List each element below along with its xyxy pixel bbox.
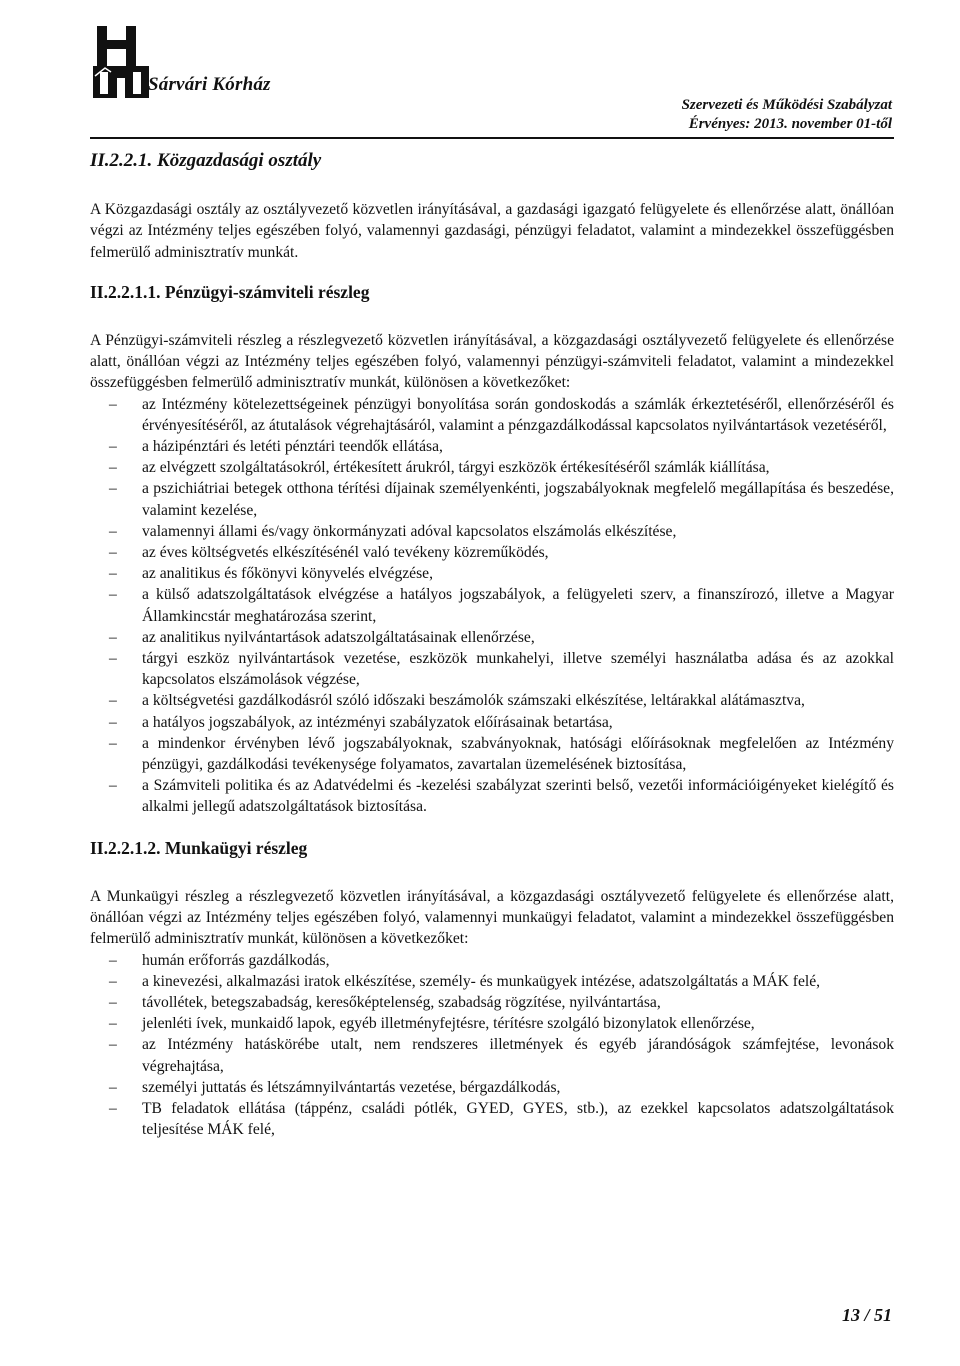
subsection-title-finance: II.2.2.1.1. Pénzügyi-számviteli részleg bbox=[90, 281, 370, 302]
section-intro: A Közgazdasági osztály az osztályvezető közvetlen irányításával, a gazdasági igazgató felügyelete és ellenőrzése alatt, önállóan végzi az Intézmény teljes egészében folyó, valamennyi gazdasági, pénzügyi feladatot, valamint a mindezekkel összefüggésben felmerülő adminisztratív munkát. bbox=[90, 201, 894, 261]
subsection-intro-finance: A Pénzügyi-számviteli részleg a részlegvezető közvetlen irányításával, a közgazdasági osztályvezető felügyelete és ellenőrzése alatt, önállóan végzi az Intézmény teljes egészében folyó, valamennyi pénzügyi-számviteli feladatot, valamint a mindezekkel összefüggésben felmerülő adminisztratív munkát, különösen a következőket: bbox=[90, 332, 894, 392]
list-item: – a házipénztári és letéti pénztári teendők ellátása, bbox=[90, 436, 894, 457]
list-item: – az Intézmény kötelezettségeinek pénzügyi bonyolítása során gondoskodás a számlák érkeztetéséről, ellenőrzéséről és érvényesítéséről, az átutalások végrehajtásáról, valamint a pénzgazdálkodással kapcsolatos nyilvántartások vezetéséről, bbox=[90, 394, 894, 436]
section-title: II.2.2.1. Közgazdasági osztály bbox=[90, 150, 322, 171]
validity-date: Érvényes: 2013. november 01-től bbox=[688, 116, 892, 132]
list-item: – TB feladatok ellátása (táppénz, családi pótlék, GYED, GYES, stb.), az ezekkel kapcsolatos adatszolgáltatások teljesítése MÁK felé, bbox=[90, 1098, 894, 1140]
list-item: – a Számviteli politika és az Adatvédelmi és -kezelési szabályzat szerinti belső, vezetői információigényeket kielégítő és alkalmi jellegű adatszolgáltatások biztosítása. bbox=[90, 775, 894, 817]
hospital-logo bbox=[93, 26, 149, 98]
list-item: – valamennyi állami és/vagy önkormányzati adóval kapcsolatos elszámolás elkészítése, bbox=[90, 521, 894, 542]
list-item: – az analitikus nyilvántartások adatszolgáltatásainak ellenőrzése, bbox=[90, 627, 894, 648]
list-item: – az analitikus és főkönyvi könyvelés elvégzése, bbox=[90, 563, 894, 584]
organization-name: Sárvári Kórház bbox=[148, 74, 271, 95]
list-item: – jelenléti ívek, munkaidő lapok, egyéb illetményfejtésre, térítésre szolgáló bizonylatok ellenőrzése, bbox=[90, 1013, 894, 1034]
list-item: – a költségvetési gazdálkodásról szóló időszaki beszámolók számszaki elkészítése, leltárakkal alátámasztva, bbox=[90, 690, 894, 711]
list-item: – a külső adatszolgáltatások elvégzése a hatályos jogszabályok, a felügyeleti szerv, a finanszírozó, illetve a Magyar Államkincstár meghatározása szerint, bbox=[90, 584, 894, 626]
list-item: – távollétek, betegszabadság, keresőképtelenség, szabadság rögzítése, nyilvántartása, bbox=[90, 992, 894, 1013]
list-item: – az éves költségvetés elkészítésénél való tevékeny közreműködés, bbox=[90, 542, 894, 563]
header-divider bbox=[90, 137, 894, 139]
document-header bbox=[682, 96, 892, 134]
list-item: – humán erőforrás gazdálkodás, bbox=[90, 950, 894, 971]
document-title: Szervezeti és Működési Szabályzat bbox=[681, 97, 892, 113]
list-item: – az elvégzett szolgáltatásokról, értékesített árukról, tárgyi eszközök értékesítéséről számlák kiállítása, bbox=[90, 457, 894, 478]
document-body bbox=[90, 150, 894, 1160]
hr-task-list bbox=[90, 950, 894, 1141]
subsection-intro-hr: A Munkaügyi részleg a részlegvezető közvetlen irányításával, a közgazdasági osztályvezető felügyelete és ellenőrzése alatt, önállóan végzi az Intézmény teljes egészében folyó, valamennyi munkaügyi feladatot, valamint a mindezekkel összefüggésben felmerülő adminisztratív munkát, különösen a következőket: bbox=[90, 887, 894, 948]
list-item: – az Intézmény hatáskörébe utalt, nem rendszeres illetmények és egyéb járandóságok számfejtése, levonások végrehajtása, bbox=[90, 1034, 894, 1076]
page-number: 13 / 51 bbox=[841, 1305, 892, 1325]
list-item: – a hatályos jogszabályok, az intézményi szabályzatok előírásainak betartása, bbox=[90, 712, 894, 733]
list-item: – tárgyi eszköz nyilvántartások vezetése, eszközök munkahelyi, illetve személyi használatba adása és az azokkal kapcsolatos elszámolások végzése, bbox=[90, 648, 894, 690]
list-item: – a kinevezési, alkalmazási iratok elkészítése, személy- és munkaügyek intézése, adatszolgáltatás a MÁK felé, bbox=[90, 971, 894, 992]
subsection-title-hr: II.2.2.1.2. Munkaügyi részleg bbox=[90, 837, 308, 858]
list-item: – személyi juttatás és létszámnyilvántartás vezetése, bérgazdálkodás, bbox=[90, 1077, 894, 1098]
list-item: – a pszichiátriai betegek otthona térítési díjainak személyenkénti, jogszabályoknak megfelelő megállapítása és beszedése, valamint kezelése, bbox=[90, 478, 894, 520]
finance-task-list bbox=[90, 394, 894, 818]
list-item: – a mindenkor érvényben lévő jogszabályoknak, szabványoknak, hatósági előírásoknak megfelelően az Intézmény pénzügyi, gazdálkodási tevékenysége folyamatos, zavartalan üzemelésének biztosítása, bbox=[90, 733, 894, 775]
